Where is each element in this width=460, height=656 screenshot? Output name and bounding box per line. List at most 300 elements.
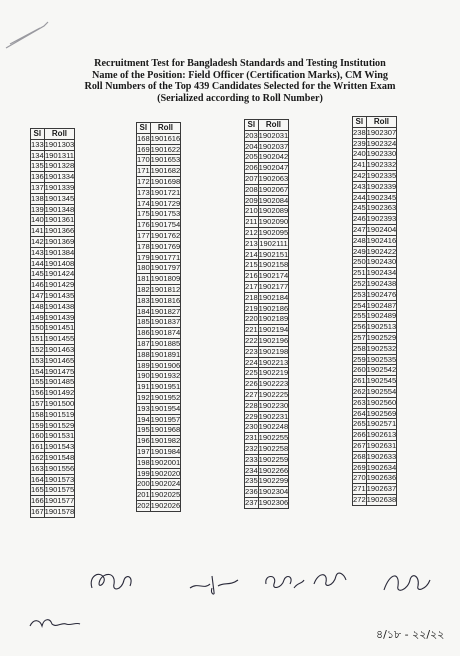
roll-cell: 1902304 (258, 487, 289, 497)
roll-cell: 1901837 (150, 317, 181, 327)
table-row (353, 268, 397, 279)
serial-cell: 217 (245, 281, 258, 291)
table-row (137, 490, 181, 501)
serial-cell: 249 (353, 246, 366, 256)
table-row (31, 323, 75, 334)
sl-header: Sl (137, 123, 151, 134)
serial-cell: 239 (353, 138, 366, 148)
serial-cell: 147 (31, 290, 44, 300)
roll-cell: 1902231 (258, 411, 289, 421)
serial-cell: 160 (31, 431, 44, 441)
roll-cell: 1901968 (150, 425, 181, 435)
serial-cell: 269 (353, 462, 366, 472)
serial-cell: 181 (137, 274, 150, 284)
roll-cell: 1901366 (44, 226, 75, 236)
roll-cell: 1901475 (44, 366, 75, 376)
table-row (353, 376, 397, 387)
table-header-row (245, 120, 289, 131)
serial-cell: 155 (31, 377, 44, 387)
roll-cell: 1902067 (258, 184, 289, 194)
roll-cell: 1902513 (366, 322, 397, 332)
table-row (353, 365, 397, 376)
roll-cell: 1901369 (44, 236, 75, 246)
table-row (245, 465, 289, 476)
roll-cell: 1901455 (44, 334, 75, 344)
roll-cell: 1901485 (44, 377, 75, 387)
table-row (137, 392, 181, 403)
serial-cell: 242 (353, 170, 366, 180)
serial-cell: 240 (353, 149, 366, 159)
serial-cell: 267 (353, 440, 366, 450)
roll-cell: 1902223 (258, 379, 289, 389)
table-row (137, 263, 181, 274)
serial-cell: 243 (353, 181, 366, 191)
serial-cell: 196 (137, 436, 150, 446)
table-row (137, 500, 181, 511)
roll-cell: 1901952 (150, 392, 181, 402)
roll-cell: 1901429 (44, 280, 75, 290)
table-row (137, 414, 181, 425)
roll-cell: 1901575 (44, 485, 75, 495)
table-row (31, 377, 75, 388)
serial-cell: 207 (245, 173, 258, 183)
table-row (31, 431, 75, 442)
serial-cell: 187 (137, 338, 150, 348)
roll-cell: 1901556 (44, 463, 75, 473)
roll-cell: 1902177 (258, 281, 289, 291)
serial-cell: 172 (137, 176, 150, 186)
serial-cell: 244 (353, 192, 366, 202)
table-row (245, 249, 289, 260)
serial-cell: 167 (31, 506, 44, 516)
table-row (137, 328, 181, 339)
serial-cell: 161 (31, 442, 44, 452)
roll-cell: 1901529 (44, 420, 75, 430)
serial-cell: 246 (353, 214, 366, 224)
signature-3 (260, 570, 306, 594)
roll-cell: 1902345 (366, 192, 397, 202)
serial-cell: 195 (137, 425, 150, 435)
serial-cell: 150 (31, 323, 44, 333)
serial-cell: 254 (353, 300, 366, 310)
table-row (137, 371, 181, 382)
signature-4 (310, 566, 350, 592)
table-row (137, 220, 181, 231)
roll-cell: 1902393 (366, 214, 397, 224)
serial-cell: 137 (31, 182, 44, 192)
header-line-3: Roll Numbers of the Top 439 Candidates Selected for the Written Exam (84, 81, 396, 93)
roll-cell: 1902258 (258, 443, 289, 453)
serial-cell: 257 (353, 332, 366, 342)
roll-cell: 1902560 (366, 397, 397, 407)
table-row (137, 295, 181, 306)
table-row (245, 173, 289, 184)
table-row (31, 247, 75, 258)
roll-cell: 1902151 (258, 249, 289, 259)
table-row (31, 312, 75, 323)
serial-cell: 145 (31, 269, 44, 279)
table-row (353, 311, 397, 322)
table-row (353, 386, 397, 397)
serial-cell: 189 (137, 360, 150, 370)
roll-cell: 1901492 (44, 388, 75, 398)
roll-cell: 1902306 (258, 497, 289, 507)
serial-cell: 154 (31, 366, 44, 376)
roll-cell: 1901762 (150, 230, 181, 240)
serial-cell: 234 (245, 465, 258, 475)
serial-cell: 193 (137, 403, 150, 413)
roll-cell: 1901827 (150, 306, 181, 316)
serial-cell: 194 (137, 414, 150, 424)
table-row (245, 206, 289, 217)
roll-cell: 1901812 (150, 284, 181, 294)
header-line-1: Recruitment Test for Bangladesh Standards and Testing Institution (94, 58, 386, 69)
table-row (31, 161, 75, 172)
table-row (31, 280, 75, 291)
roll-cell: 1902535 (366, 354, 397, 364)
serial-cell: 169 (137, 144, 150, 154)
roll-cell: 1902230 (258, 400, 289, 410)
serial-cell: 272 (353, 494, 366, 504)
serial-cell: 227 (245, 389, 258, 399)
serial-cell: 180 (137, 263, 150, 273)
roll-cell: 1901698 (150, 176, 181, 186)
table-row (31, 258, 75, 269)
serial-cell: 182 (137, 284, 150, 294)
table-row (137, 166, 181, 177)
serial-cell: 144 (31, 258, 44, 268)
table-row (137, 252, 181, 263)
footer-date-note: ৪/১৮ - ২২/২২ (376, 628, 445, 641)
roll-cell: 1902404 (366, 224, 397, 234)
serial-cell: 271 (353, 484, 366, 494)
table-row (353, 246, 397, 257)
serial-cell: 138 (31, 193, 44, 203)
signature-1 (86, 568, 138, 598)
serial-cell: 158 (31, 409, 44, 419)
roll-cell: 1902489 (366, 311, 397, 321)
serial-cell: 212 (245, 227, 258, 237)
serial-cell: 263 (353, 397, 366, 407)
roll-cell: 1902194 (258, 325, 289, 335)
serial-cell: 205 (245, 152, 258, 162)
roll-cell: 1902196 (258, 335, 289, 345)
roll-cell: 1902184 (258, 292, 289, 302)
roll-cell: 1902633 (366, 451, 397, 461)
roll-cell: 1901451 (44, 323, 75, 333)
serial-cell: 256 (353, 322, 366, 332)
serial-cell: 178 (137, 241, 150, 251)
table-row (245, 400, 289, 411)
roll-cell: 1901345 (44, 193, 75, 203)
roll-cell: 1902532 (366, 343, 397, 353)
table-row (137, 241, 181, 252)
table-row (353, 332, 397, 343)
table-row (137, 403, 181, 414)
serial-cell: 214 (245, 249, 258, 259)
serial-cell: 210 (245, 206, 258, 216)
table-row (353, 484, 397, 495)
serial-cell: 170 (137, 155, 150, 165)
table-row (137, 425, 181, 436)
serial-cell: 250 (353, 257, 366, 267)
roll-cell: 1901438 (44, 301, 75, 311)
table-row (245, 238, 289, 249)
roll-cell: 1902158 (258, 260, 289, 270)
serial-cell: 264 (353, 408, 366, 418)
table-row (245, 281, 289, 292)
serial-cell: 177 (137, 230, 150, 240)
serial-cell: 258 (353, 343, 366, 353)
roll-cell: 1902634 (366, 462, 397, 472)
serial-cell: 168 (137, 133, 150, 143)
serial-cell: 185 (137, 317, 150, 327)
serial-cell: 211 (245, 217, 258, 227)
serial-cell: 206 (245, 163, 258, 173)
roll-cell: 1901519 (44, 409, 75, 419)
serial-cell: 229 (245, 411, 258, 421)
roll-cell: 1901303 (44, 139, 75, 149)
roll-cell: 1901543 (44, 442, 75, 452)
roll-cell: 1901361 (44, 215, 75, 225)
serial-cell: 134 (31, 150, 44, 160)
serial-cell: 213 (245, 238, 258, 248)
roll-cell: 1902335 (366, 170, 397, 180)
table-row (353, 235, 397, 246)
serial-cell: 255 (353, 311, 366, 321)
serial-cell: 247 (353, 224, 366, 234)
serial-cell: 260 (353, 365, 366, 375)
signature-5 (380, 568, 434, 598)
table-row (137, 457, 181, 468)
table-row (353, 473, 397, 484)
roll-cell: 1902042 (258, 152, 289, 162)
roll-cell: 1902025 (150, 490, 181, 500)
roll-cell: 1901439 (44, 312, 75, 322)
table-row (245, 292, 289, 303)
serial-cell: 228 (245, 400, 258, 410)
table-row (353, 224, 397, 235)
serial-cell: 265 (353, 419, 366, 429)
roll-cell: 1901721 (150, 187, 181, 197)
roll-cell: 1902571 (366, 419, 397, 429)
table-row (137, 436, 181, 447)
roll-cell: 1901334 (44, 172, 75, 182)
serial-cell: 270 (353, 473, 366, 483)
table-row (353, 451, 397, 462)
table-row (353, 430, 397, 441)
table-row (245, 346, 289, 357)
table-row (245, 130, 289, 141)
table-row (245, 379, 289, 390)
serial-cell: 203 (245, 130, 258, 140)
serial-cell: 142 (31, 236, 44, 246)
serial-cell: 139 (31, 204, 44, 214)
table-row (31, 442, 75, 453)
roll-cell: 1901311 (44, 150, 74, 160)
table-row (31, 172, 75, 183)
serial-cell: 136 (31, 172, 44, 182)
table-row (137, 306, 181, 317)
roll-cell: 1901548 (44, 452, 75, 462)
roll-cell: 1901653 (150, 155, 181, 165)
serial-cell: 209 (245, 195, 258, 205)
roll-cell: 1901984 (150, 446, 181, 456)
serial-cell: 164 (31, 474, 44, 484)
table-row (31, 344, 75, 355)
table-header-row (137, 123, 181, 134)
table-row (353, 192, 397, 203)
roll-cell: 1901753 (150, 209, 181, 219)
roll-cell: 1902434 (366, 268, 397, 278)
roll-cell: 1901408 (44, 258, 75, 268)
serial-cell: 153 (31, 355, 44, 365)
serial-cell: 262 (353, 386, 366, 396)
serial-cell: 183 (137, 295, 150, 305)
table-row (137, 144, 181, 155)
table-row (353, 419, 397, 430)
roll-header: Roll (150, 123, 181, 134)
roll-cell: 1902363 (366, 203, 397, 213)
table-row (137, 317, 181, 328)
table-row (31, 301, 75, 312)
table-row (31, 485, 75, 496)
table-row (353, 322, 397, 333)
roll-cell: 1902198 (258, 346, 289, 356)
serial-cell: 152 (31, 344, 44, 354)
table-row (245, 476, 289, 487)
serial-cell: 231 (245, 433, 258, 443)
roll-cell: 1901954 (150, 403, 181, 413)
table-row (31, 388, 75, 399)
serial-cell: 238 (353, 127, 366, 137)
table-row (245, 389, 289, 400)
table-row (137, 230, 181, 241)
serial-cell: 188 (137, 349, 150, 359)
roll-cell: 1902219 (258, 368, 289, 378)
table-row (353, 138, 397, 149)
roll-cell: 1901754 (150, 220, 181, 230)
serial-cell: 166 (31, 496, 44, 506)
serial-cell: 140 (31, 215, 44, 225)
roll-cell: 1902186 (258, 303, 289, 313)
serial-cell: 208 (245, 184, 258, 194)
roll-cell: 1902266 (258, 465, 289, 475)
table-row (137, 155, 181, 166)
roll-cell: 1902545 (366, 376, 397, 386)
table-row (245, 260, 289, 271)
roll-cell: 1902339 (366, 181, 397, 191)
serial-cell: 215 (245, 260, 258, 270)
table-row (137, 382, 181, 393)
roll-cell: 1902189 (258, 314, 289, 324)
roll-cell: 1902174 (258, 271, 289, 281)
table-row (245, 163, 289, 174)
roll-cell: 1902430 (366, 257, 397, 267)
table-row (31, 366, 75, 377)
table-row (31, 182, 75, 193)
serial-cell: 197 (137, 446, 150, 456)
serial-cell: 201 (137, 490, 150, 500)
roll-cell: 1902090 (258, 217, 289, 227)
table-row (31, 215, 75, 226)
serial-cell: 148 (31, 301, 44, 311)
table-row (353, 257, 397, 268)
table-row (353, 462, 397, 473)
serial-cell: 219 (245, 303, 258, 313)
roll-cell: 1901424 (44, 269, 75, 279)
document-header (40, 58, 440, 104)
roll-cell: 1901816 (150, 295, 181, 305)
roll-cell: 1901463 (44, 344, 75, 354)
serial-cell: 157 (31, 398, 44, 408)
roll-cell: 1901339 (44, 182, 75, 192)
roll-cell: 1901982 (150, 436, 181, 446)
header-line-4: (Serialized according to Roll Number) (157, 92, 323, 104)
table-row (31, 290, 75, 301)
roll-cell: 1902476 (366, 289, 397, 299)
table-row (353, 127, 397, 138)
table-row (31, 463, 75, 474)
table-row (353, 149, 397, 160)
serial-cell: 199 (137, 468, 150, 478)
roll-cell: 1901682 (150, 166, 181, 176)
roll-cell: 1901577 (44, 496, 75, 506)
table-row (31, 139, 75, 150)
roll-cell: 1902037 (258, 141, 289, 151)
table-row (245, 217, 289, 228)
serial-cell: 221 (245, 325, 258, 335)
roll-cell: 1902213 (258, 357, 289, 367)
table-row (31, 409, 75, 420)
roll-header: Roll (258, 120, 289, 131)
table-row (245, 443, 289, 454)
table-row (31, 150, 75, 161)
roll-cell: 1902631 (366, 440, 397, 450)
roll-cell: 1901328 (44, 161, 75, 171)
signature-6 (28, 612, 82, 632)
serial-cell: 268 (353, 451, 366, 461)
table-row (31, 236, 75, 247)
roll-cell: 1902020 (150, 468, 181, 478)
serial-cell: 202 (137, 500, 150, 510)
serial-cell: 162 (31, 452, 44, 462)
roll-cell: 1902637 (366, 484, 397, 494)
table-row (353, 440, 397, 451)
table-row (245, 335, 289, 346)
roll-cell: 1902111 (259, 238, 288, 248)
header-line-2: Name of the Position: Field Officer (Certification Marks), CM Wing (92, 69, 388, 81)
roll-table-1 (30, 128, 75, 518)
serial-cell: 135 (31, 161, 44, 171)
serial-cell: 232 (245, 443, 258, 453)
serial-cell: 133 (31, 139, 44, 149)
table-row (245, 271, 289, 282)
roll-cell: 1901435 (44, 290, 75, 300)
serial-cell: 151 (31, 334, 44, 344)
serial-cell: 200 (137, 479, 150, 489)
roll-cell: 1902255 (258, 433, 289, 443)
roll-cell: 1902084 (258, 195, 289, 205)
roll-cell: 1902225 (258, 389, 289, 399)
table-row (353, 214, 397, 225)
serial-cell: 218 (245, 292, 258, 302)
sl-header: Sl (245, 120, 259, 131)
table-row (137, 133, 181, 144)
table-row (31, 269, 75, 280)
table-row (137, 198, 181, 209)
table-row (31, 452, 75, 463)
